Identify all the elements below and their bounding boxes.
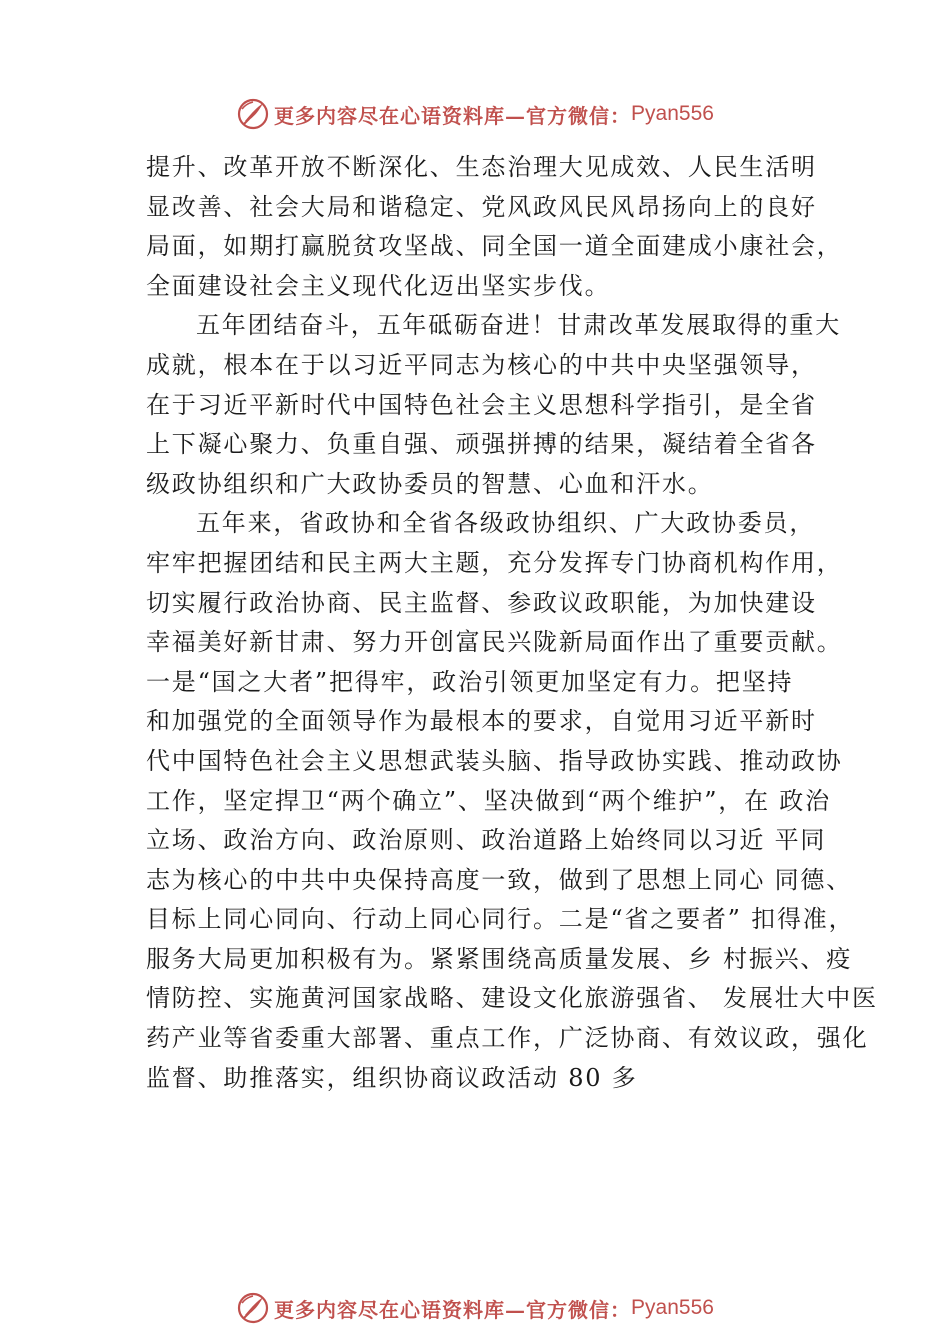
quill-pen-logo-icon [236,97,270,131]
text-line: 局面，如期打赢脱贫攻坚战、同全国一道全面建成小康社会， [146,232,843,261]
paragraph-start-line: 五年来，省政协和全省各级政协组织、广大政协委员， [196,509,816,538]
text-line: 立场、政治方向、政治原则、政治道路上始终同以习近 平同 [146,826,827,855]
text-line: 切实履行政治协商、民主监督、参政议政职能，为加快建设 [146,588,817,617]
text-line: 药产业等省委重大部署、重点工作，广泛协商、有效议政，强化 [146,1024,869,1053]
text-line: 级政协组织和广大政协委员的智慧、心血和汗水。 [146,469,714,498]
banner-text: 更多内容尽在心语资料库—官方微信： [274,1297,632,1322]
text-line: 牢牢把握团结和民主两大主题，充分发挥专门协商机构作用， [146,548,843,577]
wechat-id: Pyan556 [631,102,714,125]
footer-banner [0,1288,950,1328]
text-line: 在于习近平新时代中国特色社会主义思想科学指引，是全省 [146,390,817,419]
text-line: 服务大局更加积极有为。紧紧围绕高质量发展、乡 村振兴、疫 [146,944,853,973]
text-line: 代中国特色社会主义思想武装头脑、指导政协实践、推动政协 [146,746,843,775]
text-line: 和加强党的全面领导作为最根本的要求，自觉用习近平新时 [146,707,817,736]
text-line: 志为核心的中共中央保持高度一致，做到了思想上同心 同德、 [146,865,853,894]
wechat-id: Pyan556 [631,1296,714,1319]
text-line: 一是“国之大者”把得牢，政治引领更加坚定有力。把坚持 [146,667,794,696]
text-line: 显改善、社会大局和谐稳定、党风政风民风昂扬向上的良好 [146,192,817,221]
paragraph-start-line: 五年团结奋斗，五年砥砺奋进！甘肃改革发展取得的重大 [196,311,841,340]
text-line: 目标上同心同向、行动上同心同行。二是“省之要者” 扣得准， [146,905,855,934]
header-banner [0,94,950,134]
document-body [146,148,878,1098]
text-line: 成就，根本在于以习近平同志为核心的中共中央坚强领导， [146,350,817,379]
text-line: 上下凝心聚力、负重自强、顽强拼搏的结果，凝结着全省各 [146,430,817,459]
text-line: 情防控、实施黄河国家战略、建设文化旅游强省、 发展壮大中医 [146,984,878,1013]
text-line: 幸福美好新甘肃、努力开创富民兴陇新局面作出了重要贡献。 [146,628,843,657]
quill-pen-logo-icon [236,1291,270,1325]
text-line: 提升、改革开放不断深化、生态治理大见成效、人民生活明 [146,153,817,181]
text-line: 工作，坚定捍卫“两个确立”、坚决做到“两个维护”，在 政治 [146,786,831,815]
text-line: 监督、助推落实，组织协商议政活动 80 多 [146,1063,638,1092]
banner-text: 更多内容尽在心语资料库—官方微信： [274,103,632,128]
text-line: 全面建设社会主义现代化迈出坚实步伐。 [146,271,611,300]
